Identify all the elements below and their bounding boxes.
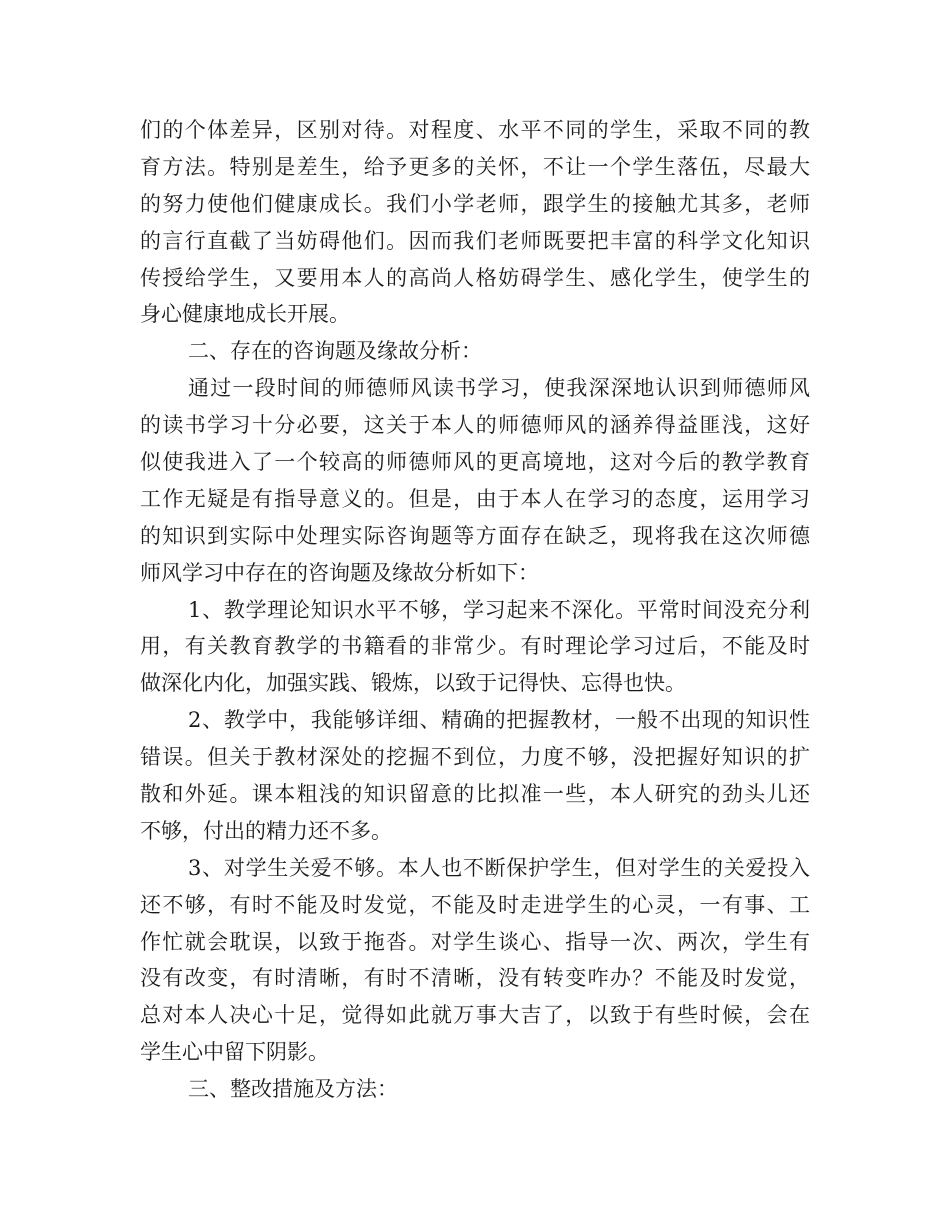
text-line: 总对本人决心十足，觉得如此就万事大吉了，以致于有些时候，会在 <box>140 1003 810 1028</box>
text-line: 们的个体差异，区别对待。对程度、水平不同的学生，采取不同的教 <box>140 118 810 142</box>
text-line: 通过一段时间的师德师风读书学习，使我深深地认识到师德师风 <box>188 376 810 401</box>
text-line: 作忙就会耽误，以致于拖沓。对学生谈心、指导一次、两次，学生有 <box>140 929 810 954</box>
text-line: 没有改变，有时清晰，有时不清晰，没有转变咋办？不能及时发觉， <box>140 966 810 991</box>
text-line: 育方法。特别是差生，给予更多的关怀，不让一个学生落伍，尽最大 <box>140 154 810 179</box>
text-line: 不够，付出的精力还不多。 <box>140 818 392 843</box>
text-line: 师风学习中存在的咨询题及缘故分析如下： <box>140 560 539 585</box>
text-line: 做深化内化，加强实践、锻炼，以致于记得快、忘得也快。 <box>140 671 686 696</box>
section-heading: 三、整改措施及方法： <box>188 1077 398 1102</box>
text-line: 的读书学习十分必要，这关于本人的师德师风的涵养得益匪浅，这好 <box>140 413 810 438</box>
text-line: 的言行直截了当妨碍他们。因而我们老师既要把丰富的科学文化知识 <box>140 228 810 253</box>
text-line: 散和外延。课本粗浅的知识留意的比拟准一些，本人研究的劲头儿还 <box>140 782 810 807</box>
text-line: 1、教学理论知识水平不够，学习起来不深化。平常时间没充分利 <box>188 597 810 622</box>
text-line: 错误。但关于教材深处的挖掘不到位，力度不够，没把握好知识的扩 <box>140 745 810 770</box>
text-line: 身心健康地成长开展。 <box>140 302 350 327</box>
text-line: 用，有关教育教学的书籍看的非常少。有时理论学习过后，不能及时 <box>140 634 810 659</box>
section-heading: 二、存在的咨询题及缘故分析： <box>188 339 482 364</box>
text-line: 2、教学中，我能够详细、精确的把握教材，一般不出现的知识性 <box>188 708 810 733</box>
text-line: 3、对学生关爱不够。本人也不断保护学生，但对学生的关爱投入 <box>188 855 810 880</box>
text-line: 学生心中留下阴影。 <box>140 1040 329 1065</box>
text-line: 的知识到实际中处理实际咨询题等方面存在缺乏，现将我在这次师德 <box>140 523 810 548</box>
text-line: 似使我进入了一个较高的师德师风的更高境地，这对今后的教学教育 <box>140 450 810 475</box>
document-page <box>140 112 810 1108</box>
text-line: 传授给学生，又要用本人的高尚人格妨碍学生、感化学生，使学生的 <box>140 265 810 290</box>
text-line: 还不够，有时不能及时发觉，不能及时走进学生的心灵，一有事、工 <box>140 892 810 917</box>
text-line: 的努力使他们健康成长。我们小学老师，跟学生的接触尤其多，老师 <box>140 191 810 216</box>
text-line: 工作无疑是有指导意义的。但是，由于本人在学习的态度，运用学习 <box>140 486 810 511</box>
